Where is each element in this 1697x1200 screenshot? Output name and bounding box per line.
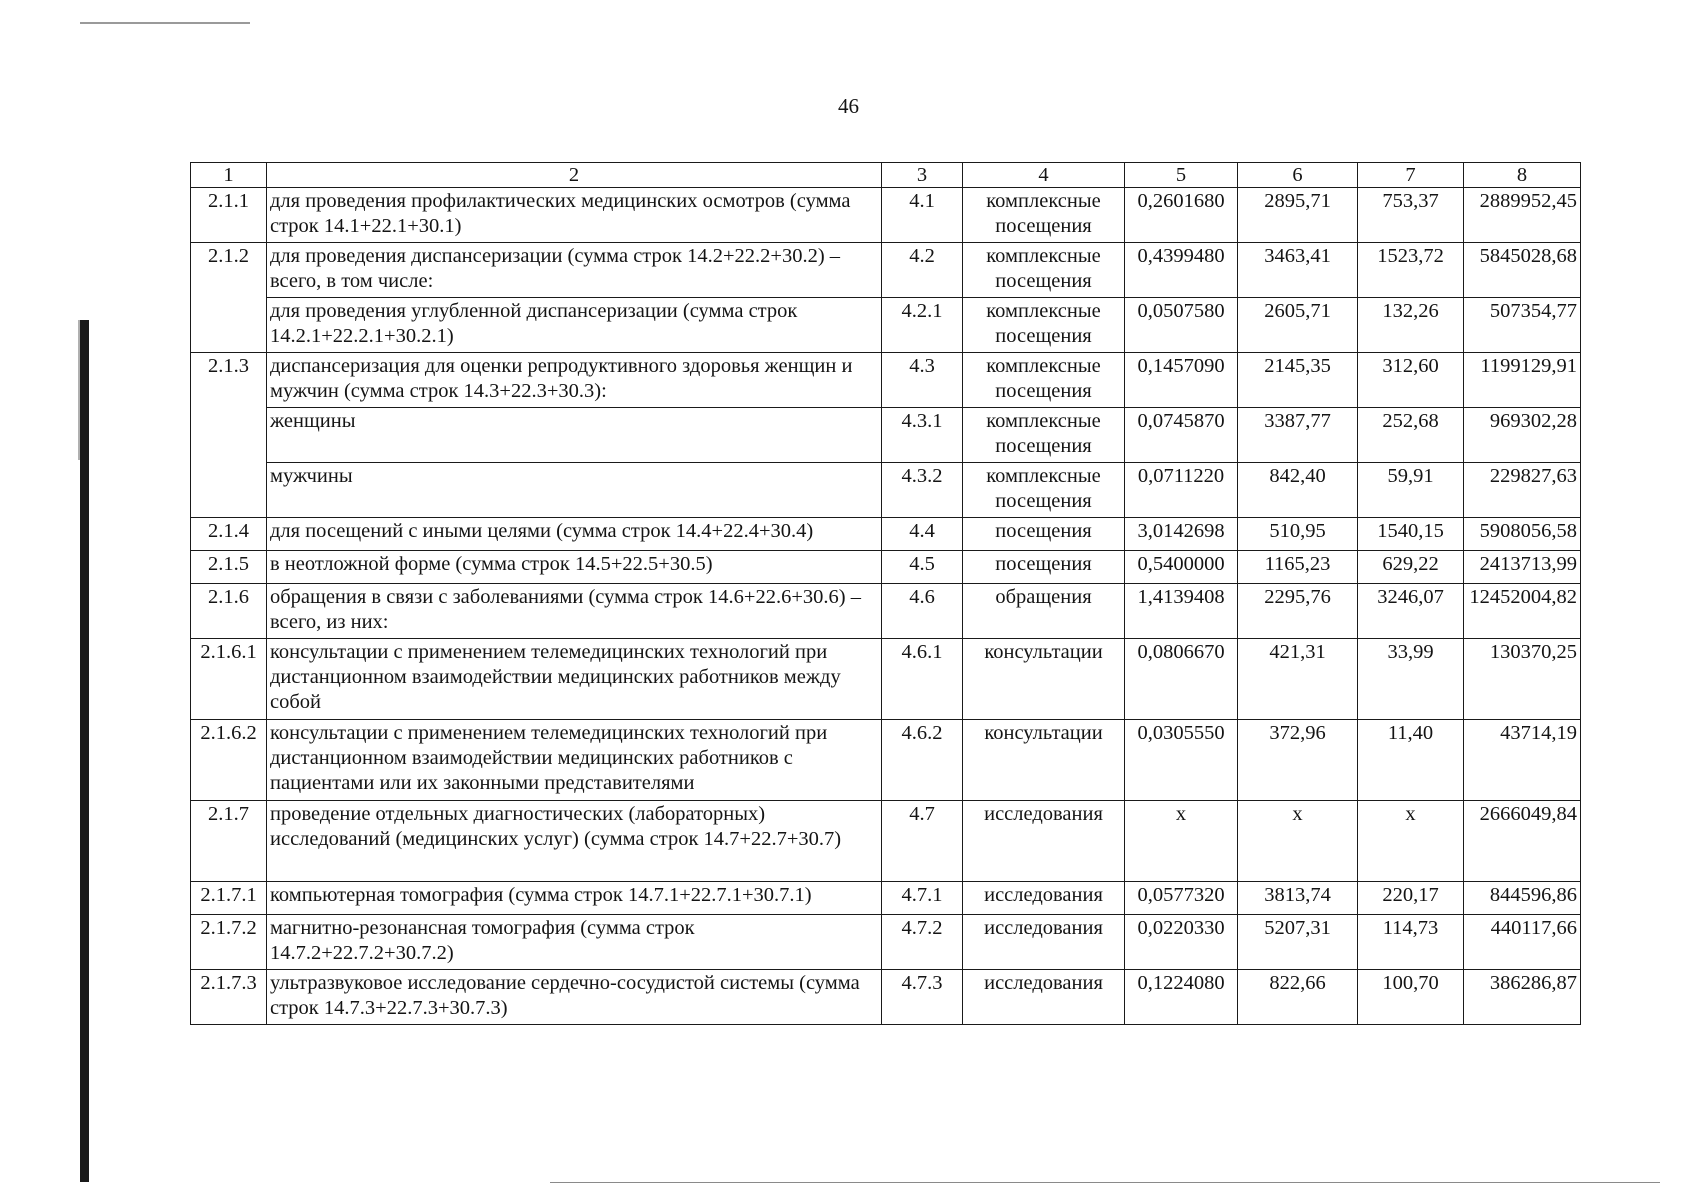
row-norm: 0,2601680: [1125, 188, 1238, 243]
row-name: ультразвуковое исследование сердечно-сосудистой системы (сумма строк 14.7.3+22.7.3+30.7.3): [267, 970, 882, 1025]
row-unit: комплексные посещения: [963, 298, 1125, 353]
table-row: [191, 243, 1581, 298]
page-number: 46: [838, 94, 859, 118]
row-name: консультации с применением телемедицинских технологий при дистанционном взаимодействии медицинских работников с пациентами или их законными представителями: [267, 720, 882, 801]
row-per-capita: 753,37: [1358, 188, 1464, 243]
row-total: 12452004,82: [1464, 584, 1581, 639]
row-name: в неотложной форме (сумма строк 14.5+22.5+30.5): [267, 551, 882, 584]
row-cost: 2295,76: [1238, 584, 1358, 639]
row-cost: 2895,71: [1238, 188, 1358, 243]
table-row: [191, 882, 1581, 915]
table-row: [191, 188, 1581, 243]
row-name: для проведения диспансеризации (сумма строк 14.2+22.2+30.2) – всего, в том числе:: [267, 243, 882, 298]
row-norm: 0,0711220: [1125, 463, 1238, 518]
row-number: 2.1.2: [191, 243, 267, 353]
row-unit: исследования: [963, 970, 1125, 1025]
table-header-row: [191, 163, 1581, 188]
header-cell: 7: [1358, 163, 1464, 188]
row-norm: 0,0507580: [1125, 298, 1238, 353]
row-norm: 0,0806670: [1125, 639, 1238, 720]
row-cost: х: [1238, 801, 1358, 882]
table-row: [191, 584, 1581, 639]
row-unit: исследования: [963, 882, 1125, 915]
row-total: 130370,25: [1464, 639, 1581, 720]
row-number: 2.1.7.2: [191, 915, 267, 970]
header-cell: 1: [191, 163, 267, 188]
row-line: 4.4: [882, 518, 963, 551]
row-line: 4.1: [882, 188, 963, 243]
row-line: 4.6.2: [882, 720, 963, 801]
row-per-capita: 1540,15: [1358, 518, 1464, 551]
row-cost: 1165,23: [1238, 551, 1358, 584]
row-norm: 0,0220330: [1125, 915, 1238, 970]
row-line: 4.7.2: [882, 915, 963, 970]
row-name: для проведения профилактических медицинских осмотров (сумма строк 14.1+22.1+30.1): [267, 188, 882, 243]
row-unit: комплексные посещения: [963, 408, 1125, 463]
header-cell: 3: [882, 163, 963, 188]
row-per-capita: 220,17: [1358, 882, 1464, 915]
row-unit: комплексные посещения: [963, 243, 1125, 298]
row-number: 2.1.7.1: [191, 882, 267, 915]
row-line: 4.7.1: [882, 882, 963, 915]
row-cost: 3813,74: [1238, 882, 1358, 915]
row-per-capita: 11,40: [1358, 720, 1464, 801]
row-name: для посещений с иными целями (сумма строк 14.4+22.4+30.4): [267, 518, 882, 551]
row-per-capita: х: [1358, 801, 1464, 882]
table-row: [191, 639, 1581, 720]
table-row: [191, 720, 1581, 801]
row-norm: 3,0142698: [1125, 518, 1238, 551]
row-line: 4.6: [882, 584, 963, 639]
row-total: 440117,66: [1464, 915, 1581, 970]
row-unit: комплексные посещения: [963, 188, 1125, 243]
header-cell: 5: [1125, 163, 1238, 188]
row-cost: 3463,41: [1238, 243, 1358, 298]
row-line: 4.3: [882, 353, 963, 408]
row-number: 2.1.4: [191, 518, 267, 551]
row-cost: 510,95: [1238, 518, 1358, 551]
row-per-capita: 114,73: [1358, 915, 1464, 970]
header-cell: 6: [1238, 163, 1358, 188]
row-cost: 2605,71: [1238, 298, 1358, 353]
row-line: 4.2: [882, 243, 963, 298]
row-unit: обращения: [963, 584, 1125, 639]
row-unit: консультации: [963, 639, 1125, 720]
row-cost: 5207,31: [1238, 915, 1358, 970]
row-name: магнитно-резонансная томография (сумма строк 14.7.2+22.7.2+30.7.2): [267, 915, 882, 970]
row-cost: 372,96: [1238, 720, 1358, 801]
scan-rule-top: [80, 22, 250, 24]
row-unit: исследования: [963, 915, 1125, 970]
row-name: проведение отдельных диагностических (лабораторных) исследований (медицинских услуг) (сумма строк 14.7+22.7+30.7): [267, 801, 882, 882]
row-number: 2.1.7: [191, 801, 267, 882]
row-per-capita: 59,91: [1358, 463, 1464, 518]
header-cell: 4: [963, 163, 1125, 188]
header-cell: 2: [267, 163, 882, 188]
row-number: 2.1.6.1: [191, 639, 267, 720]
row-total: 507354,77: [1464, 298, 1581, 353]
row-number: 2.1.5: [191, 551, 267, 584]
row-per-capita: 312,60: [1358, 353, 1464, 408]
row-name: диспансеризация для оценки репродуктивного здоровья женщин и мужчин (сумма строк 14.3+22.3+30.3):: [267, 353, 882, 408]
table-row: [191, 353, 1581, 408]
row-per-capita: 252,68: [1358, 408, 1464, 463]
row-per-capita: 100,70: [1358, 970, 1464, 1025]
table-row: [191, 551, 1581, 584]
row-line: 4.5: [882, 551, 963, 584]
row-total: 844596,86: [1464, 882, 1581, 915]
table-row: [191, 408, 1581, 463]
row-per-capita: 629,22: [1358, 551, 1464, 584]
row-cost: 842,40: [1238, 463, 1358, 518]
row-per-capita: 3246,07: [1358, 584, 1464, 639]
table-row: [191, 801, 1581, 882]
row-per-capita: 33,99: [1358, 639, 1464, 720]
row-line: 4.3.1: [882, 408, 963, 463]
table-row: [191, 298, 1581, 353]
row-unit: исследования: [963, 801, 1125, 882]
row-per-capita: 1523,72: [1358, 243, 1464, 298]
row-total: 229827,63: [1464, 463, 1581, 518]
row-norm: 0,1457090: [1125, 353, 1238, 408]
row-per-capita: 132,26: [1358, 298, 1464, 353]
row-cost: 421,31: [1238, 639, 1358, 720]
row-name: для проведения углубленной диспансеризации (сумма строк 14.2.1+22.2.1+30.2.1): [267, 298, 882, 353]
row-total: 2666049,84: [1464, 801, 1581, 882]
row-norm: 0,0745870: [1125, 408, 1238, 463]
row-cost: 2145,35: [1238, 353, 1358, 408]
row-number: 2.1.3: [191, 353, 267, 518]
row-norm: 0,0305550: [1125, 720, 1238, 801]
row-total: 1199129,91: [1464, 353, 1581, 408]
row-line: 4.2.1: [882, 298, 963, 353]
table-row: [191, 915, 1581, 970]
row-number: 2.1.7.3: [191, 970, 267, 1025]
row-number: 2.1.6: [191, 584, 267, 639]
row-total: 969302,28: [1464, 408, 1581, 463]
row-number: 2.1.1: [191, 188, 267, 243]
row-norm: 0,4399480: [1125, 243, 1238, 298]
row-total: 2413713,99: [1464, 551, 1581, 584]
row-norm: 0,0577320: [1125, 882, 1238, 915]
row-line: 4.7.3: [882, 970, 963, 1025]
row-cost: 822,66: [1238, 970, 1358, 1025]
row-norm: 0,1224080: [1125, 970, 1238, 1025]
row-total: 5845028,68: [1464, 243, 1581, 298]
row-name: компьютерная томография (сумма строк 14.7.1+22.7.1+30.7.1): [267, 882, 882, 915]
row-line: 4.7: [882, 801, 963, 882]
scan-rule-bottom: [550, 1182, 1660, 1183]
row-name: женщины: [267, 408, 882, 463]
row-unit: комплексные посещения: [963, 353, 1125, 408]
row-norm: 1,4139408: [1125, 584, 1238, 639]
row-norm: 0,5400000: [1125, 551, 1238, 584]
row-total: 5908056,58: [1464, 518, 1581, 551]
row-number: 2.1.6.2: [191, 720, 267, 801]
table-row: [191, 518, 1581, 551]
row-cost: 3387,77: [1238, 408, 1358, 463]
row-total: 386286,87: [1464, 970, 1581, 1025]
table-row: [191, 463, 1581, 518]
row-unit: консультации: [963, 720, 1125, 801]
row-total: 2889952,45: [1464, 188, 1581, 243]
row-unit: комплексные посещения: [963, 463, 1125, 518]
row-total: 43714,19: [1464, 720, 1581, 801]
row-unit: посещения: [963, 551, 1125, 584]
row-line: 4.3.2: [882, 463, 963, 518]
row-name: обращения в связи с заболеваниями (сумма строк 14.6+22.6+30.6) – всего, из них:: [267, 584, 882, 639]
header-cell: 8: [1464, 163, 1581, 188]
row-name: консультации с применением телемедицинских технологий при дистанционном взаимодействии медицинских работников между собой: [267, 639, 882, 720]
row-line: 4.6.1: [882, 639, 963, 720]
table-row: [191, 970, 1581, 1025]
row-name: мужчины: [267, 463, 882, 518]
scan-edge-left: [80, 320, 89, 1182]
data-table: [190, 162, 1581, 1025]
row-unit: посещения: [963, 518, 1125, 551]
row-norm: х: [1125, 801, 1238, 882]
